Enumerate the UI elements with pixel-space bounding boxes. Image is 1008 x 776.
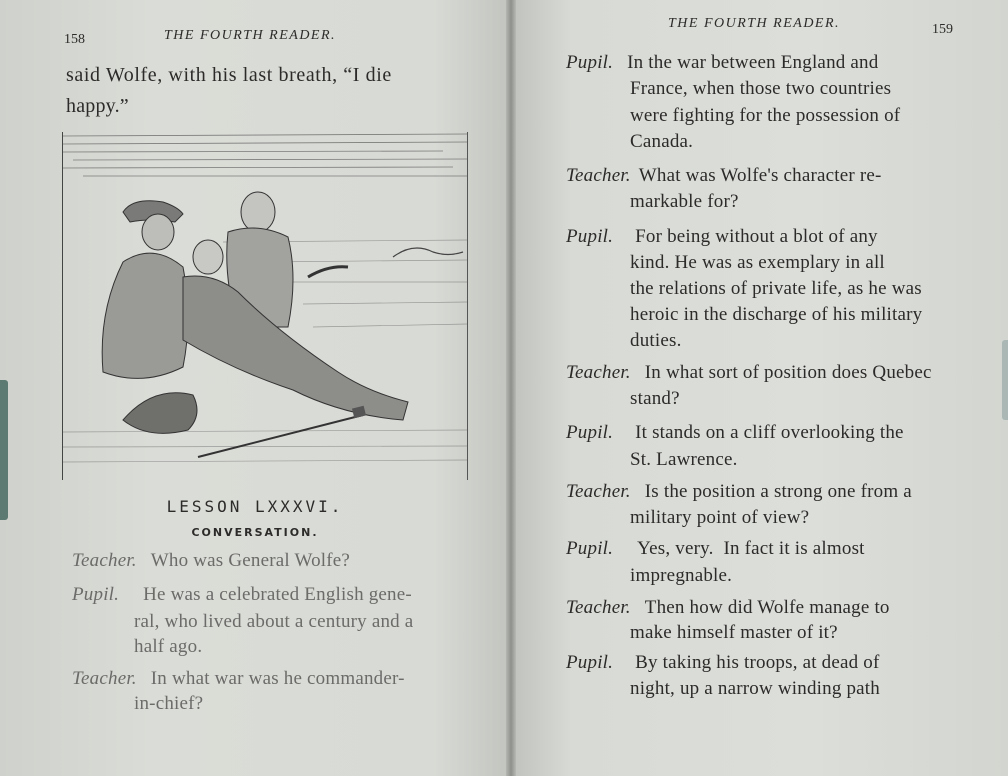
speaker-label: Pupil. [566,226,614,247]
speaker-label: Teacher. [72,550,137,571]
left-dialogue-3-line-1: Teacher. In what war was he commander- [72,668,405,689]
lesson-subtitle: CONVERSATION. [191,526,319,539]
left-dialogue-2-line-2: ral, who lived about a century and a [134,611,414,632]
right-dialogue-6-line-1: Teacher. Is the position a strong one from a [566,481,912,502]
speaker-label: Pupil. [72,584,120,605]
right-running-head: THE FOURTH READER. [668,16,841,31]
right-dialogue-9-line-1: Pupil. By taking his troops, at dead of [566,652,880,673]
left-dialogue-1-line-1: Teacher. Who was General Wolfe? [72,550,351,571]
left-dialogue-2-line-3: half ago. [134,636,203,657]
right-dialogue-3-line-3: the relations of private life, as he was [630,278,922,299]
right-dialogue-4-line-1: Teacher. In what sort of position does Quebec [566,362,932,383]
speaker-label: Teacher. [72,668,137,689]
right-dialogue-4-line-2: stand? [630,388,680,409]
right-dialogue-3-line-4: heroic in the discharge of his military [630,304,923,325]
right-dialogue-1-line-3: were fighting for the possession of [630,105,901,126]
speaker-label: Pupil. [566,538,614,559]
right-dialogue-1-line-4: Canada. [630,131,694,152]
speaker-label: Teacher. [566,362,631,383]
right-dialogue-3-line-2: kind. He was as exemplary in all [630,252,885,273]
right-dialogue-1-line-1: Pupil. In the war between England and [566,52,879,73]
speaker-label: Teacher. [566,481,631,502]
right-dialogue-8-line-1: Teacher. Then how did Wolfe manage to [566,597,890,618]
right-dialogue-3-line-5: duties. [630,330,682,351]
right-dialogue-2-line-1: Teacher. What was Wolfe's character re- [566,165,882,186]
right-dialogue-5-line-2: St. Lawrence. [630,449,738,470]
right-dialogue-8-line-2: make himself master of it? [630,622,838,643]
right-dialogue-9-line-2: night, up a narrow winding path [630,678,880,699]
death-of-wolfe-engraving [63,132,467,480]
right-dialogue-7-line-2: impregnable. [630,565,733,586]
book-gutter [506,0,516,776]
left-running-head: THE FOURTH READER. [164,28,337,43]
speaker-label: Teacher. [566,597,631,618]
page-edge-shadow [1002,340,1008,420]
left-dialogue-3-line-2: in-chief? [134,693,204,714]
left-dialogue-2-line-1: Pupil. He was a celebrated English gene- [72,584,412,605]
right-dialogue-7-line-1: Pupil. Yes, very. In fact it is almost [566,538,865,559]
right-dialogue-1-line-2: France, when those two countries [630,78,892,99]
speaker-label: Pupil. [566,652,614,673]
right-dialogue-5-line-1: Pupil. It stands on a cliff overlooking the [566,422,904,443]
intro-line-2: happy.” [66,95,129,117]
right-dialogue-6-line-2: military point of view? [630,507,810,528]
right-dialogue-3-line-1: Pupil. For being without a blot of any [566,226,878,247]
speaker-label: Pupil. [566,52,614,73]
right-page-number: 159 [932,22,953,37]
speaker-label: Teacher. [566,165,631,186]
speaker-label: Pupil. [566,422,614,443]
left-page-number: 158 [64,32,85,47]
engraving-illustration [62,132,468,480]
intro-line-1: said Wolfe, with his last breath, “I die [66,64,392,86]
lesson-title: LESSON LXXXVI. [166,497,344,516]
right-dialogue-2-line-2: markable for? [630,191,739,212]
